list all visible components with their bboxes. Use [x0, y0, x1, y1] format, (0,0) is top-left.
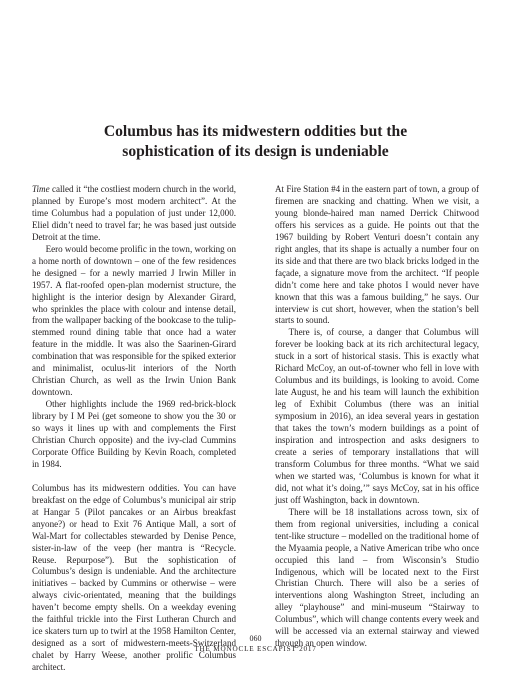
left-paragraph-1-text: called it “the costliest modern church in the world, planned by Europe’s most modern architect”. At the time Columbus had a population of just under 12,000. Eliel didn’t need to travel far; he was based just outside Detroit at the time.: [32, 184, 236, 242]
right-paragraph-3: There will be 18 installations across town, six of them from regional universities, including a conical tent-like structure – modelled on the traditional home of the Myaamia people, a Native American tribe who once occupied this land – from Wisconsin’s Studio Indigenous, which will be located next to the First Christian Church. There will also be a series of interventions along Washington Street, including an alley “playhouse” and mini-museum “Stairway to Columbus”, which will change contents every week and will be accessed via an external stairway and viewed through an open window.: [275, 506, 479, 649]
left-paragraph-4: Columbus has its midwestern oddities. You can have breakfast on the edge of Columbus’s municipal air strip at Hangar 5 (Pilot pancakes or an Airbus breakfast anyone?) or head to Exit 76 Antique Mall, a sort of Wal-Mart for collectables stewarded by Denise Pence, sister-in-law of the veep (her mantra is “Recycle. Reuse. Repurpose”). But the sophistication of Columbus’s design is undeniable. And the architecture initiatives – backed by Cummins or otherwise – were always civic-orientated, meaning that the buildings haven’t become empty shells. On a weekday evening the faithful trickle into the First Lutheran Church and ice skaters turn up to twirl at the 1958 Hamilton Center, designed as a sort of midwestern-meets-Switzerland chalet by Harry Weese, another prolific Columbus architect.: [32, 482, 236, 673]
headline-line-1: Columbus has its midwestern oddities but the: [103, 123, 408, 140]
right-paragraph-1: At Fire Station #4 in the eastern part of town, a group of firemen are snacking and chatting. When we visit, a young blonde-haired man named Derrick Chitwood offers his services as a guide. He points out that the 1967 building by Robert Venturi doesn’t contain any right angles, that its shape is actually a number four on its side and that there are two black bricks lodged in the façade, a signature move from the architect. “If people didn’t come here and take photos I would never have known that this was a famous building,” he says. Our interview is cut short, however, when the station’s bell starts to sound.: [275, 184, 479, 326]
publication-name: THE MONOCLE ESCAPIST 2017: [194, 645, 317, 653]
left-paragraph-1: [32, 184, 236, 244]
left-paragraph-3: Other highlights include the 1969 red-brick-block library by I M Pei (get someone to show you the 30 or so ways it lines up with and complements the First Christian Church opposite) and the ivy-clad Cummins Corporate Office Building by Kevin Roach, completed in 1984.: [32, 399, 236, 469]
left-paragraph-2: Eero would become prolific in the town, working on a home north of downtown – one of the few residences he designed – for a newly married J Irwin Miller in 1957. A flat-roofed open-plan modernist structure, the highlight is the interior design by Alexander Girard, who sprinkles the place with colour and intense detail, from the wallpaper backing of the bookcase to the tulip-stemmed round dining table that once had a water feature in the middle. It was also the Saarinen-Girard combination that was responsible for the spiked exterior and minimalist, oculus-lit interiors of the North Christian Church, as well as the Irwin Union Bank downtown.: [32, 243, 236, 398]
right-column: [275, 184, 479, 650]
page-number: 060: [249, 634, 262, 643]
right-paragraph-2: There is, of course, a danger that Columbus will forever be looking back at its rich architectural legacy, stuck in a sort of historical stasis. This is exactly what Richard McCoy, an out-of-towner who fell in love with Columbus and its buildings, is looking to avoid. Come late August, he and his team will launch the exhibition leg of Exhibit Columbus (there was an initial symposium in 2016), an idea several years in gestation that takes the town’s modern buildings as a point of inspiration and introspection and asks designers to create a series of temporary installations that will transform Columbus for three months. “What we said when we started was, ‘Columbus is known for what it did, not what it’s doing,’” says McCoy, sat in his office just off Washington, back in downtown.: [275, 327, 479, 505]
headline-line-2: sophistication of its design is undeniable: [122, 143, 389, 160]
magazine-name-italic: Time: [32, 184, 50, 194]
left-column: [32, 184, 236, 674]
article-headline: [40, 122, 471, 162]
